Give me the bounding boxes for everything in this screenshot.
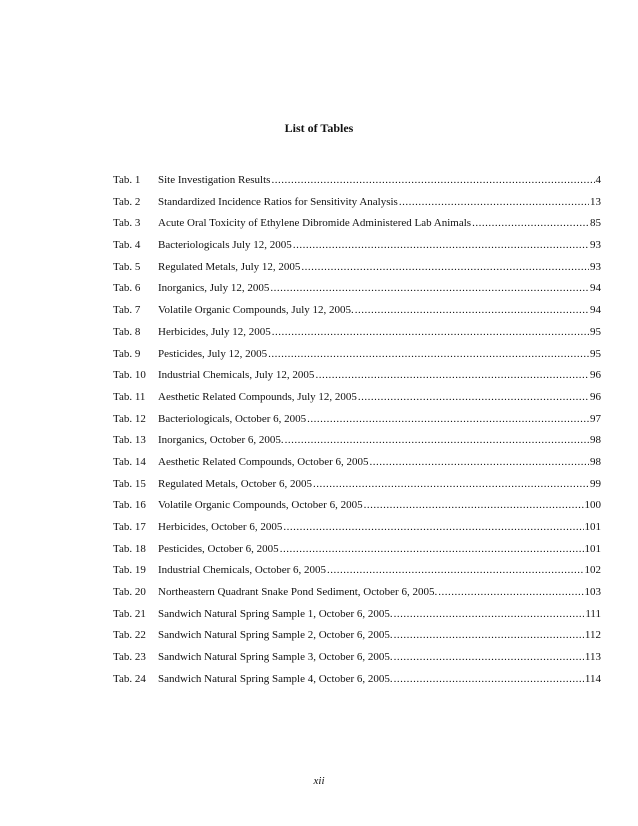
- table-number: Tab. 23: [113, 651, 146, 664]
- table-page-number: 112: [584, 629, 601, 642]
- toc-entry[interactable]: [113, 304, 601, 326]
- toc-entry[interactable]: [113, 586, 601, 608]
- table-title: Sandwich Natural Spring Sample 1, October 6, 2005.: [158, 607, 393, 620]
- toc-entry[interactable]: [113, 543, 601, 565]
- dot-leader: [268, 348, 589, 360]
- dot-leader: [271, 174, 594, 186]
- table-title: Herbicides, October 6, 2005: [158, 521, 283, 533]
- toc-entry[interactable]: [113, 673, 601, 695]
- table-number: Tab. 8: [113, 325, 141, 338]
- table-title: Acute Oral Toxicity of Ethylene Dibromide Administered Lab Animals: [158, 217, 472, 230]
- table-page-number: 93: [590, 260, 601, 273]
- toc-entry[interactable]: [113, 174, 601, 196]
- table-number: Tab. 3: [113, 217, 141, 230]
- table-title: Bacteriologicals, October 6, 2005: [158, 412, 307, 425]
- dot-leader: [472, 217, 589, 229]
- table-page-number: 98: [590, 434, 601, 447]
- table-number: Tab. 18: [113, 542, 146, 555]
- table-title: Inorganics, October 6, 2005.: [158, 434, 284, 447]
- table-number: Tab. 11: [113, 390, 146, 403]
- toc-entry[interactable]: [113, 261, 601, 283]
- table-page-number: 111: [585, 607, 601, 620]
- dot-leader: [355, 304, 589, 316]
- table-number: Tab. 14: [113, 455, 146, 468]
- dot-leader: [270, 282, 589, 294]
- table-title: Aesthetic Related Compounds, July 12, 2005: [158, 390, 357, 403]
- dot-leader: [285, 434, 589, 446]
- toc-entry[interactable]: [113, 196, 601, 218]
- table-title: Aesthetic Related Compounds, October 6, 2005: [158, 455, 369, 468]
- toc-entry[interactable]: [113, 217, 601, 239]
- list-of-tables: [113, 174, 601, 695]
- toc-entry[interactable]: [113, 434, 601, 456]
- table-page-number: 4: [595, 174, 601, 186]
- page-number: xii: [313, 775, 325, 787]
- table-title: Industrial Chemicals, July 12, 2005: [158, 369, 315, 382]
- table-number: Tab. 5: [113, 260, 141, 273]
- dot-leader: [394, 651, 584, 663]
- table-page-number: 114: [584, 672, 601, 685]
- toc-entry[interactable]: [113, 282, 601, 304]
- table-number: Tab. 21: [113, 607, 146, 620]
- table-title: Pesticides, July 12, 2005: [158, 347, 268, 360]
- table-number: Tab. 19: [113, 564, 146, 577]
- table-number: Tab. 24: [113, 672, 146, 685]
- table-title: Sandwich Natural Spring Sample 2, October 6, 2005.: [158, 629, 393, 642]
- table-number: Tab. 1: [113, 174, 141, 186]
- table-title: Sandwich Natural Spring Sample 4, October 6, 2005.: [158, 672, 393, 685]
- dot-leader: [327, 564, 583, 576]
- table-title: Regulated Metals, July 12, 2005: [158, 260, 301, 273]
- table-title: Herbicides, July 12, 2005: [158, 325, 271, 338]
- table-page-number: 94: [590, 282, 601, 295]
- toc-entry[interactable]: [113, 478, 601, 500]
- table-page-number: 85: [590, 217, 601, 230]
- toc-entry[interactable]: [113, 521, 601, 543]
- table-number: Tab. 20: [113, 586, 146, 599]
- table-number: Tab. 16: [113, 499, 146, 512]
- table-page-number: 102: [584, 564, 601, 577]
- toc-entry[interactable]: [113, 413, 601, 435]
- table-title: Site Investigation Results: [158, 174, 271, 186]
- table-number: Tab. 2: [113, 195, 141, 208]
- toc-entry[interactable]: [113, 499, 601, 521]
- table-page-number: 94: [590, 304, 601, 317]
- toc-entry[interactable]: [113, 629, 601, 651]
- toc-entry[interactable]: [113, 651, 601, 673]
- dot-leader: [283, 521, 583, 533]
- dot-leader: [272, 326, 589, 338]
- table-page-number: 113: [584, 651, 601, 664]
- dot-leader: [399, 196, 589, 208]
- table-title: Volatile Organic Compounds, July 12, 2005.: [158, 304, 354, 317]
- toc-entry[interactable]: [113, 239, 601, 261]
- table-title: Pesticides, October 6, 2005: [158, 542, 279, 555]
- table-page-number: 96: [590, 369, 601, 382]
- table-page-number: 101: [584, 521, 601, 533]
- toc-entry[interactable]: [113, 369, 601, 391]
- dot-leader: [280, 543, 584, 555]
- table-title: Industrial Chemicals, October 6, 2005: [158, 564, 327, 577]
- toc-entry[interactable]: [113, 564, 601, 586]
- dot-leader: [438, 586, 583, 598]
- table-number: Tab. 12: [113, 412, 146, 425]
- table-title: Inorganics, July 12, 2005: [158, 282, 270, 295]
- table-page-number: 97: [590, 412, 601, 425]
- table-page-number: 103: [584, 586, 601, 599]
- table-page-number: 96: [590, 390, 601, 403]
- table-number: Tab. 4: [113, 239, 141, 252]
- table-number: Tab. 6: [113, 282, 141, 295]
- table-number: Tab. 17: [113, 521, 146, 533]
- table-page-number: 101: [584, 542, 601, 555]
- dot-leader: [364, 499, 584, 511]
- table-title: Standardized Incidence Ratios for Sensitivity Analysis: [158, 195, 398, 208]
- table-number: Tab. 13: [113, 434, 146, 447]
- toc-entry[interactable]: [113, 348, 601, 370]
- table-number: Tab. 7: [113, 304, 141, 317]
- table-title: Regulated Metals, October 6, 2005: [158, 477, 312, 490]
- dot-leader: [370, 456, 590, 468]
- table-number: Tab. 15: [113, 477, 146, 490]
- table-number: Tab. 22: [113, 629, 146, 642]
- toc-entry[interactable]: [113, 326, 601, 348]
- table-page-number: 13: [590, 195, 601, 208]
- toc-entry[interactable]: [113, 456, 601, 478]
- table-page-number: 93: [590, 239, 601, 252]
- table-page-number: 99: [590, 477, 601, 490]
- table-title: Northeastern Quadrant Snake Pond Sediment, October 6, 2005.: [158, 586, 438, 599]
- dot-leader: [293, 239, 589, 251]
- dot-leader: [313, 478, 589, 490]
- table-page-number: 95: [590, 325, 601, 338]
- table-title: Bacteriologicals July 12, 2005: [158, 239, 292, 252]
- table-page-number: 100: [584, 499, 601, 512]
- dot-leader: [394, 673, 584, 685]
- table-title: Sandwich Natural Spring Sample 3, October 6, 2005.: [158, 651, 393, 664]
- dot-leader: [315, 369, 589, 381]
- dot-leader: [301, 261, 589, 273]
- toc-entry[interactable]: [113, 391, 601, 413]
- dot-leader: [394, 629, 584, 641]
- page-title: List of Tables: [284, 121, 354, 135]
- dot-leader: [358, 391, 589, 403]
- table-page-number: 95: [590, 347, 601, 360]
- toc-entry[interactable]: [113, 608, 601, 630]
- table-title: Volatile Organic Compounds, October 6, 2005: [158, 499, 363, 512]
- table-page-number: 98: [590, 455, 601, 468]
- dot-leader: [307, 413, 589, 425]
- dot-leader: [394, 608, 585, 620]
- table-number: Tab. 9: [113, 347, 141, 360]
- table-number: Tab. 10: [113, 369, 146, 382]
